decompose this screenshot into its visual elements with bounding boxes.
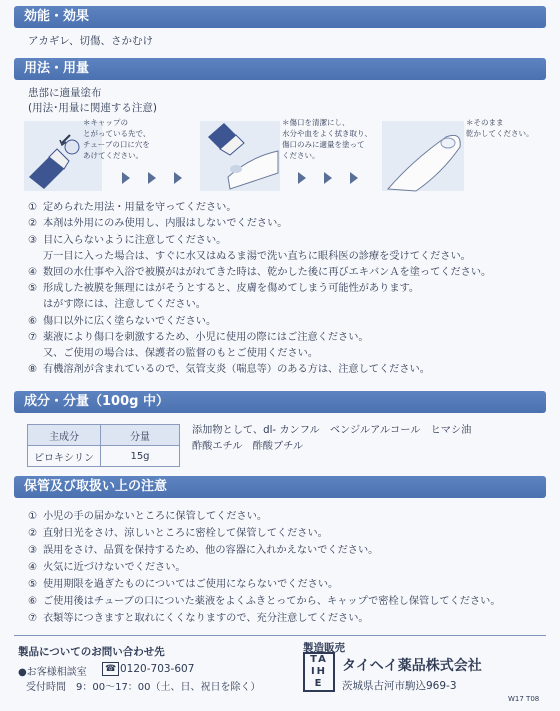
caution-item: ③ 目に入らないように注意してください。 <box>28 235 227 246</box>
caution-item: ⑧ 有機溶剤が含まれているので、気管支炎（喘息等）のある方は、注意してください。 <box>28 364 430 375</box>
step2-note: ＊傷口を清潔にし、 水分や血をよく拭き取り、 傷口のみに適量を塗って ください。 <box>282 118 372 160</box>
caution-item: ① 定められた用法・用量を守ってください。 <box>28 202 237 213</box>
ingredient-amount: 15g <box>101 446 180 467</box>
step1-note: ＊キャップの とがっている先で、 チューブの口に穴を あけてください。 <box>83 118 151 160</box>
ingredients-table <box>27 424 180 467</box>
efficacy-heading: 効能・効果 <box>14 6 546 28</box>
applying-illustration <box>200 117 280 195</box>
ingredients-heading: 成分・分量（100g 中） <box>14 391 546 413</box>
additives-line1: 添加物として、dl- カンフル ベンジルアルコール ヒマシ油 <box>192 425 472 436</box>
arrow-right-icon <box>350 172 358 184</box>
caution-item: ⑤ 形成した被膜を無理にはがそうとすると、皮膚を傷めてしまう可能性があります。 <box>28 283 420 294</box>
storage-item: ⑤ 使用期限を過ぎたものについてはご使用にならないでください。 <box>28 579 339 590</box>
footer-divider <box>14 635 546 636</box>
usage-heading: 用法・用量 <box>14 58 546 80</box>
maker-address: 茨城県古河市駒込969-3 <box>342 680 457 692</box>
storage-item: ⑥ ご使用後はチューブの口についた薬液をよくふきとってから、キャップで密栓し保管してください。 <box>28 596 501 607</box>
caution-item: 又、ご使用の場合は、保護者の監督のもとご使用ください。 <box>43 348 319 359</box>
arrow-right-icon <box>122 172 130 184</box>
caution-item: ⑦ 薬液により傷口を刺激するため、小児に使用の際にはご注意ください。 <box>28 332 369 343</box>
caution-item: ④ 数回の水仕事や入浴で被膜がはがれてきた時は、乾かした後に再びエキバンＡを塗ってください。 <box>28 267 492 278</box>
caution-item: はがす際には、注意してください。 <box>43 299 206 310</box>
contact-phone: 0120-703-607 <box>120 663 195 675</box>
usage-caution-title: (用法･用量に関連する注意) <box>28 102 157 114</box>
arrow-right-icon <box>148 172 156 184</box>
maker-name: タイヘイ薬品株式会社 <box>342 658 482 674</box>
col-main-ingredient: 主成分 <box>28 425 101 446</box>
print-code: W17 T08 <box>508 695 540 703</box>
contact-hours: 受付時間 9：00～17：00（土、日、祝日を除く） <box>26 682 261 693</box>
storage-item: ② 直射日光をさけ、涼しいところに密栓して保管してください。 <box>28 528 328 539</box>
caution-item: ② 本剤は外用にのみ使用し、内服はしないでください。 <box>28 218 288 229</box>
storage-item: ① 小児の手の届かないところに保管してください。 <box>28 511 268 522</box>
additives-line2: 酢酸エチル 酢酸ブチル <box>192 441 304 452</box>
col-amount: 分量 <box>101 425 180 446</box>
efficacy-text: アカギレ、切傷、さかむけ <box>28 35 153 47</box>
storage-item: ④ 火気に近づけないでください。 <box>28 562 186 573</box>
usage-dosage: 患部に適量塗布 <box>28 87 102 99</box>
caution-item: 万一目に入った場合は、すぐに水又はぬるま湯で洗い直ちに眼科医の診療を受けてください。 <box>43 251 471 262</box>
maker-label: 製造販売 <box>303 642 345 654</box>
arrow-right-icon <box>324 172 332 184</box>
contact-desk: ●お客様相談室 <box>18 667 87 678</box>
step3-note: ＊そのまま 乾かしてください。 <box>466 118 534 138</box>
caution-item: ⑥ 傷口以外に広く塗らないでください。 <box>28 316 217 327</box>
finger-drying-illustration <box>382 117 464 195</box>
phone-icon: ☎ <box>102 662 119 676</box>
storage-heading: 保管及び取扱い上の注意 <box>14 476 546 498</box>
ingredient-name: ピロキシリン <box>28 446 101 467</box>
contact-heading: 製品についてのお問い合わせ先 <box>18 646 165 658</box>
arrow-right-icon <box>298 172 306 184</box>
taihei-logo: TAIHE <box>303 652 335 692</box>
storage-item: ⑦ 衣類等につきますと取れにくくなりますので、充分注意してください。 <box>28 613 369 624</box>
arrow-right-icon <box>174 172 182 184</box>
storage-item: ③ 誤用をさけ、品質を保持するため、他の容器に入れかえないでください。 <box>28 545 379 556</box>
